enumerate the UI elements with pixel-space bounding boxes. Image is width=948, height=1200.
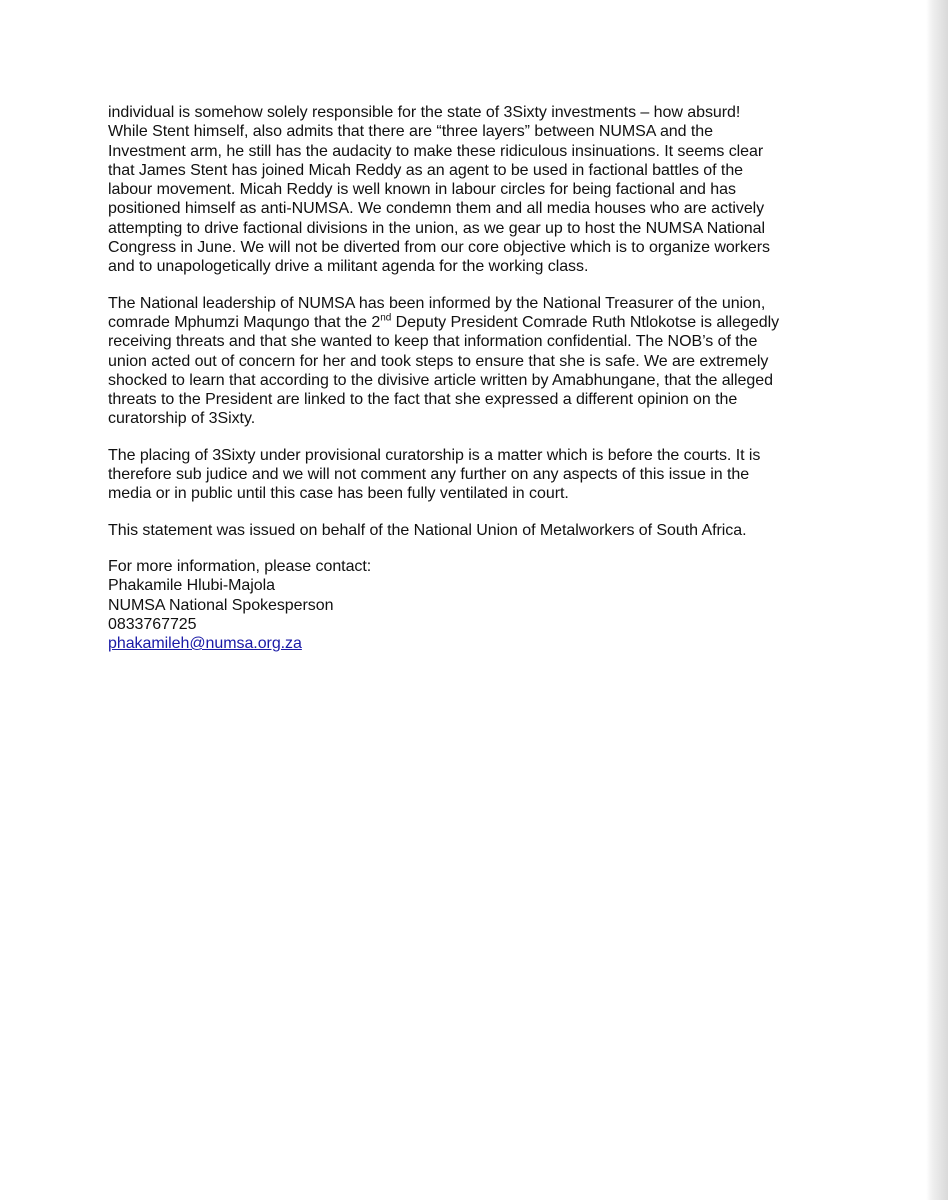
text-fragment: comrade Mphumzi Maqungo that the 2 — [108, 313, 381, 331]
contact-name: Phakamile Hlubi-Majola — [108, 577, 275, 595]
paragraph-numsa-investments — [108, 103, 828, 277]
text-line: curatorship of 3Sixty. — [108, 410, 256, 428]
contact-phone: 0833767725 — [108, 615, 197, 633]
contact-email-link[interactable]: phakamileh@numsa.org.za — [108, 635, 302, 653]
text-line: While Stent himself, also admits that there are “three layers” between NUMSA and the — [108, 123, 713, 141]
contact-role: NUMSA National Spokesperson — [108, 596, 334, 614]
press-statement-document — [108, 103, 828, 653]
text-line: and to unapologetically drive a militant agenda for the working class. — [108, 258, 589, 276]
text-line: receiving threats and that she wanted to keep that information confidential. The NOB’s of the — [108, 333, 758, 351]
text-fragment: Deputy President Comrade Ruth Ntlokotse is allegedly — [391, 313, 780, 331]
text-line: media or in public until this case has been fully ventilated in court. — [108, 485, 569, 503]
text-line: The National leadership of NUMSA has been informed by the National Treasurer of the union, — [108, 294, 766, 312]
text-line: Investment arm, he still has the audacity to make these ridiculous insinuations. It seems clear — [108, 142, 764, 160]
text-line: that James Stent has joined Micah Reddy as an agent to be used in factional battles of the — [108, 161, 744, 179]
text-line: positioned himself as anti-NUMSA. We condemn them and all media houses who are actively — [108, 200, 765, 218]
paragraph-leadership-threats — [108, 294, 828, 429]
paragraph-issued-on-behalf — [108, 521, 828, 540]
text-line: individual is somehow solely responsible for the state of 3Sixty investments – how absurd! — [108, 104, 741, 121]
contact-intro: For more information, please contact: — [108, 557, 372, 575]
page-edge-shadow — [926, 0, 948, 1200]
ordinal-superscript: nd — [380, 312, 392, 324]
text-line: This statement was issued on behalf of the National Union of Metalworkers of South Africa. — [108, 521, 747, 539]
paragraph-sub-judice — [108, 446, 828, 504]
text-line: therefore sub judice and we will not comment any further on any aspects of this issue in the — [108, 466, 750, 484]
text-line: labour movement. Micah Reddy is well known in labour circles for being factional and has — [108, 181, 736, 199]
text-line: The placing of 3Sixty under provisional curatorship is a matter which is before the courts. It is — [108, 446, 761, 464]
text-line: attempting to drive factional divisions in the union, as we gear up to host the NUMSA National — [108, 219, 766, 237]
text-line: shocked to learn that according to the divisive article written by Amabhungane, that the alleged — [108, 371, 773, 389]
text-line: union acted out of concern for her and took steps to ensure that she is safe. We are extremely — [108, 352, 769, 370]
text-line — [108, 313, 828, 332]
contact-email-line — [108, 634, 828, 653]
contact-block — [108, 557, 828, 653]
text-line: threats to the President are linked to the fact that she expressed a different opinion on the — [108, 391, 738, 409]
text-line: Congress in June. We will not be diverted from our core objective which is to organize workers — [108, 239, 770, 257]
